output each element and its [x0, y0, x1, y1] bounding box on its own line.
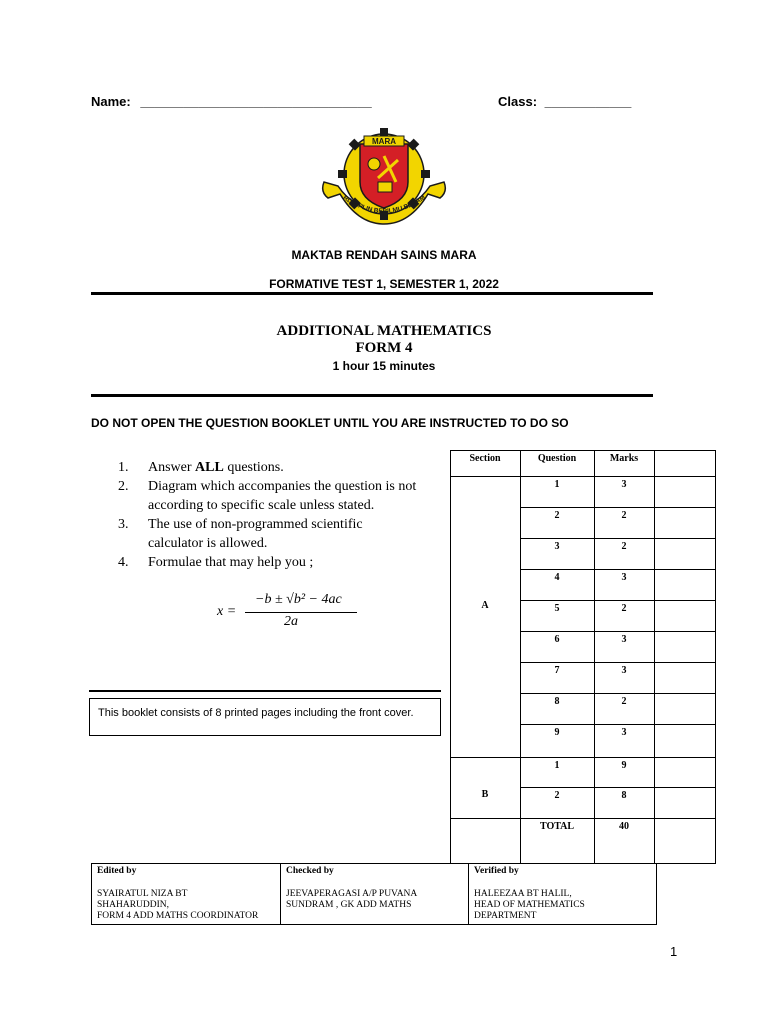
row-a-marks: 2 [621, 510, 627, 521]
row-a-marks: 3 [621, 572, 627, 583]
row-a-marks: 3 [621, 665, 627, 676]
formula-lhs: x = [217, 604, 237, 619]
row-b-marks: 8 [621, 790, 627, 801]
duration: 1 hour 15 minutes [332, 359, 436, 373]
verified-by-body: HALEEZAA BT HALIL, HEAD OF MATHEMATICS DEPARTMENT [474, 889, 585, 921]
header-section: Section [469, 453, 501, 464]
booklet-note: This booklet consists of 8 printed pages including the front cover. [98, 707, 414, 719]
verified-by-heading: Verified by [474, 866, 519, 876]
row-b-question: 1 [554, 760, 560, 771]
class-field[interactable] [498, 94, 631, 109]
note-rule [89, 690, 441, 692]
header-marks: Marks [609, 453, 639, 464]
row-a-question: 9 [554, 727, 560, 738]
row-a-marks: 2 [621, 541, 627, 552]
checked-by-heading: Checked by [286, 866, 334, 876]
instruction-item: 3. The use of non-programmed scientific calculator is allowed. [118, 517, 363, 551]
instructions-list [118, 458, 418, 572]
row-a-question: 4 [554, 572, 560, 583]
subject-title: ADDITIONAL MATHEMATICS [276, 323, 492, 339]
total-label: TOTAL [539, 821, 575, 832]
section-b-label: B [481, 789, 489, 800]
row-a-marks: 2 [621, 696, 627, 707]
row-a-question: 8 [554, 696, 560, 707]
mara-crest-icon [318, 120, 450, 232]
row-a-question: 7 [554, 665, 560, 676]
name-blank[interactable]: ________________________________ [140, 94, 372, 109]
page-number: 1 [670, 944, 678, 959]
logo-top-text: MARA [372, 137, 396, 146]
name-label: Name: [91, 94, 131, 109]
top-rule [91, 292, 653, 295]
instruction-item: 1. Answer ALL questions. [118, 460, 284, 475]
row-a-question: 5 [554, 603, 560, 614]
checked-by-body: JEEVAPERAGASI A/P PUVANA SUNDRAM , GK ADD MATHS [286, 889, 418, 910]
instruction-item: 4. Formulae that may help you ; [118, 555, 314, 570]
marks-table [450, 450, 716, 864]
row-a-marks: 3 [621, 634, 627, 645]
form-title: FORM 4 [355, 340, 413, 356]
row-a-marks: 3 [621, 479, 627, 490]
test-title: FORMATIVE TEST 1, SEMESTER 1, 2022 [269, 277, 499, 291]
row-a-marks: 3 [621, 727, 627, 738]
header-question: Question [537, 453, 577, 464]
name-field[interactable] [91, 94, 372, 109]
row-b-question: 2 [554, 790, 560, 801]
warning-text: DO NOT OPEN THE QUESTION BOOKLET UNTIL YOU ARE INSTRUCTED TO DO SO [91, 416, 569, 430]
booklet-note-box [89, 698, 441, 736]
edited-by-body: SYAIRATUL NIZA BT SHAHARUDDIN, FORM 4 ADD MATHS COORDINATOR [97, 889, 259, 921]
class-label: Class: [498, 94, 538, 109]
class-blank[interactable]: ____________ [544, 94, 632, 109]
school-name: MAKTAB RENDAH SAINS MARA [291, 248, 477, 262]
mid-rule [91, 394, 653, 397]
instruction-item: 2. Diagram which accompanies the question is not according to specific scale unless stated. [118, 479, 417, 513]
total-marks: 40 [619, 821, 629, 832]
formula-fraction-bar [245, 612, 357, 613]
logo-motto: RDISIPLIN BERILMU BERAM [341, 194, 427, 216]
row-a-question: 1 [554, 479, 560, 490]
edited-by-heading: Edited by [97, 866, 137, 876]
formula-numerator: −b ± √b² − 4ac [255, 592, 342, 607]
row-a-marks: 2 [621, 603, 627, 614]
row-a-question: 2 [554, 510, 560, 521]
signoff-table [91, 863, 657, 925]
row-a-question: 6 [554, 634, 560, 645]
row-b-marks: 9 [621, 760, 627, 771]
row-a-question: 3 [554, 541, 560, 552]
formula-denominator: 2a [284, 614, 298, 629]
school-logo [318, 120, 450, 232]
section-a-label: A [481, 600, 489, 611]
